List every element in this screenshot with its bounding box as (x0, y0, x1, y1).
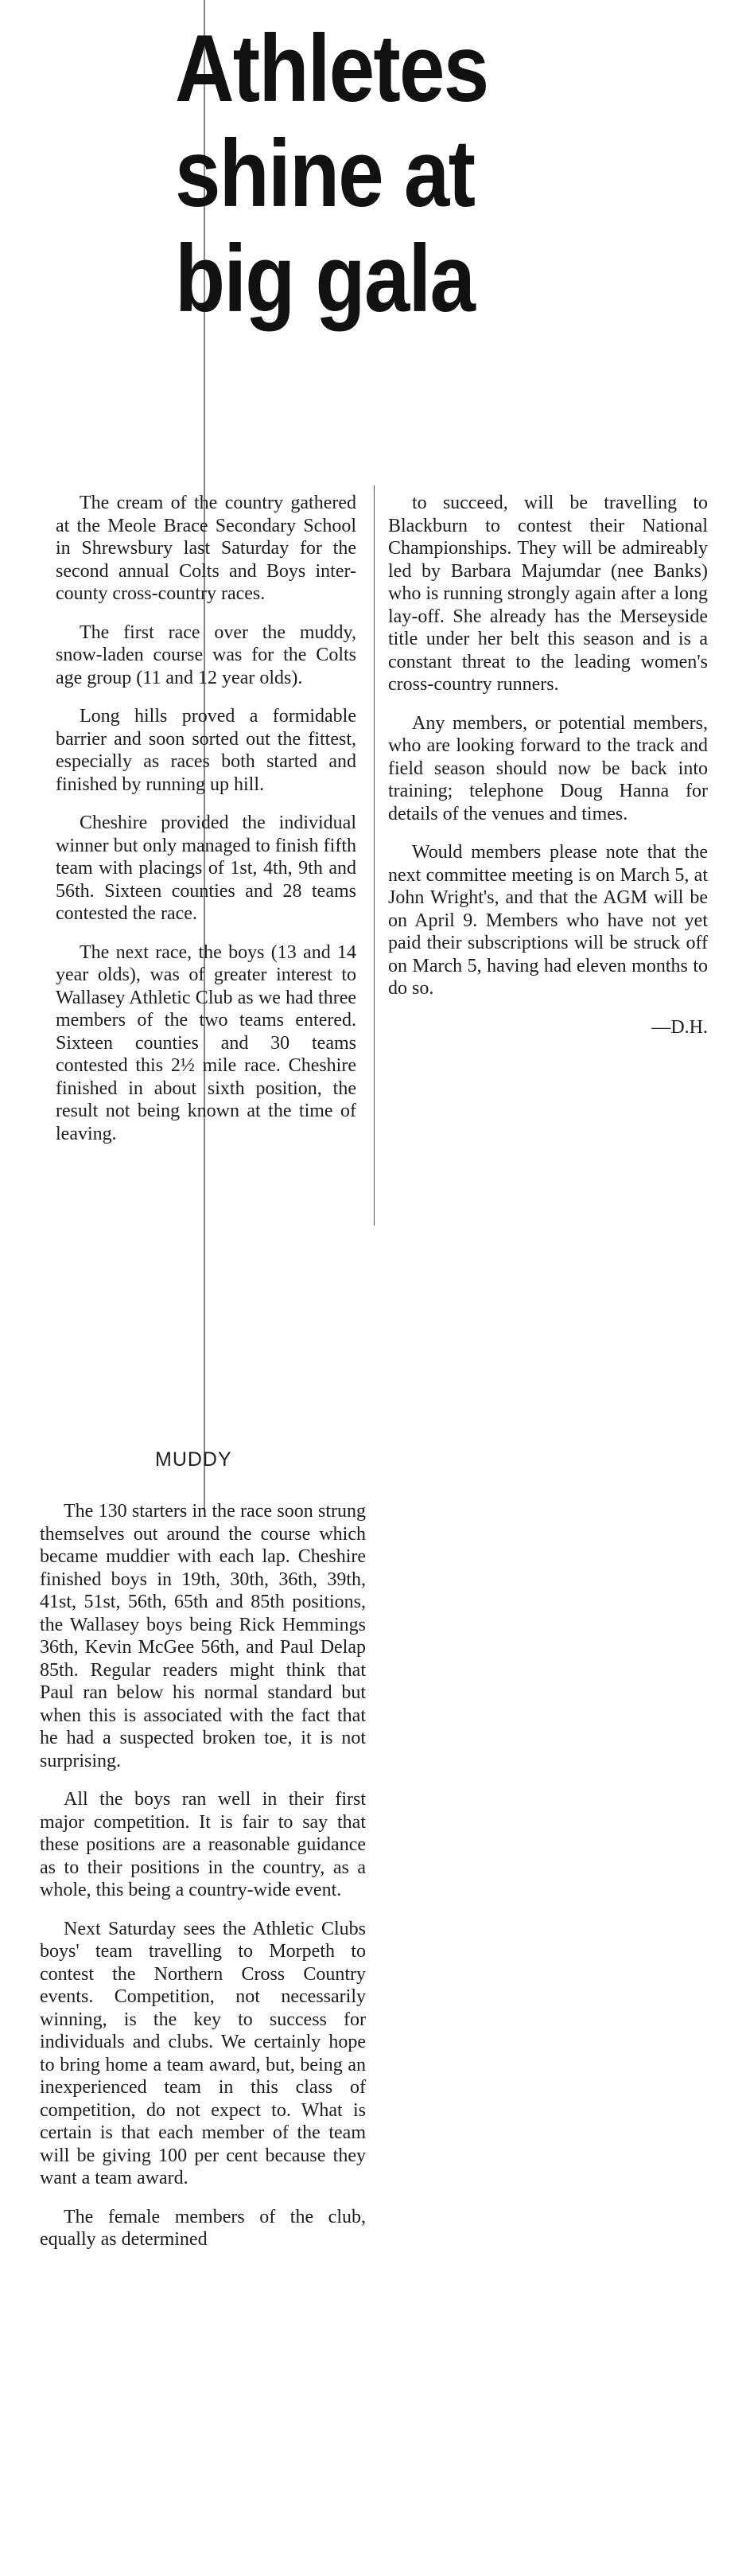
paragraph: Long hills proved a formidable barrier and soon sorted out the fittest, especially as races both started and finished by running up hill. (56, 706, 356, 795)
paragraph: The next race, the boys (13 and 14 year olds), was of greater interest to Wallasey Athletic Club as we had three members of the two teams entered. Sixteen counties and 30 teams contested this 2½ mile race. Cheshire finished in about sixth position, the result not being known at the time of leaving. (56, 941, 356, 1144)
paragraph: The female members of the club, equally as determined (40, 2206, 366, 2250)
left-column-continued (40, 1500, 366, 2267)
headline (175, 16, 530, 331)
paragraph: The first race over the muddy, snow-laden course was for the Colts age group (11 and 12 year olds). (56, 622, 356, 688)
subheading: MUDDY (155, 1448, 232, 1471)
headline-line: Athletes (175, 15, 488, 122)
headline-line: big gala (175, 225, 475, 332)
paragraph: Next Saturday sees the Athletic Clubs boys' team travelling to Morpeth to contest the Northern Cross Country events. Competition, not necessarily winning, is the key to success for individuals and clubs. We certainly hope to bring home a team award, but, being an inexperienced team in this class of competition, do not expect to. What is certain is that each member of the team will be giving 100 per cent because they want a team award. (40, 1918, 366, 2188)
paragraph: Any members, or potential members, who are looking forward to the track and field season should now be back into training; telephone Doug Hanna for details of the venues and times. (388, 712, 708, 824)
paragraph: Cheshire provided the individual winner but only managed to finish fifth team with placings of 1st, 4th, 9th and 56th. Sixteen counties and 28 teams contested the race. (56, 813, 356, 924)
left-column (56, 492, 356, 1161)
headline-line: shine at (175, 120, 475, 227)
paragraph: Would members please note that the next committee meeting is on March 5, at John Wright's, and that the AGM will be on April 9. Members who have not yet paid their subscriptions will be struck off on March 5, having had eleven months to do so. (388, 842, 708, 999)
paragraph: The 130 starters in the race soon strung themselves out around the course which became muddier with each lap. Cheshire finished boys in 19th, 30th, 36th, 39th, 41st, 51st, 56th, 65th and 85th positions, the Wallasey boys being Rick Hemmings 36th, Kevin McGee 56th, and Paul Delap 85th. Regular readers might think that Paul ran below his normal standard but when this is associated with the fact that he had a suspected broken toe, it is not surprising. (40, 1501, 366, 1771)
paragraph: The cream of the country gathered at the Meole Brace Secondary School in Shrewsbury last Saturday for the second annual Colts and Boys inter-county cross-country races. (56, 493, 356, 604)
author-signature: —D.H. (651, 1016, 708, 1038)
column-divider (374, 485, 375, 1226)
paragraph: to succeed, will be travelling to Blackburn to contest their National Championships. They will be admireably led by Barbara Majumdar (nee Banks) who is running strongly again after a long lay-off. She already has the Merseyside title under her belt this season and is a constant threat to the leading women's cross-country runners. (388, 493, 708, 695)
right-column (388, 492, 708, 1039)
paragraph: All the boys ran well in their first major competition. It is fair to say that these positions are a reasonable guidance as to their positions in the country, as a whole, this being a country-wide event. (40, 1789, 366, 1900)
